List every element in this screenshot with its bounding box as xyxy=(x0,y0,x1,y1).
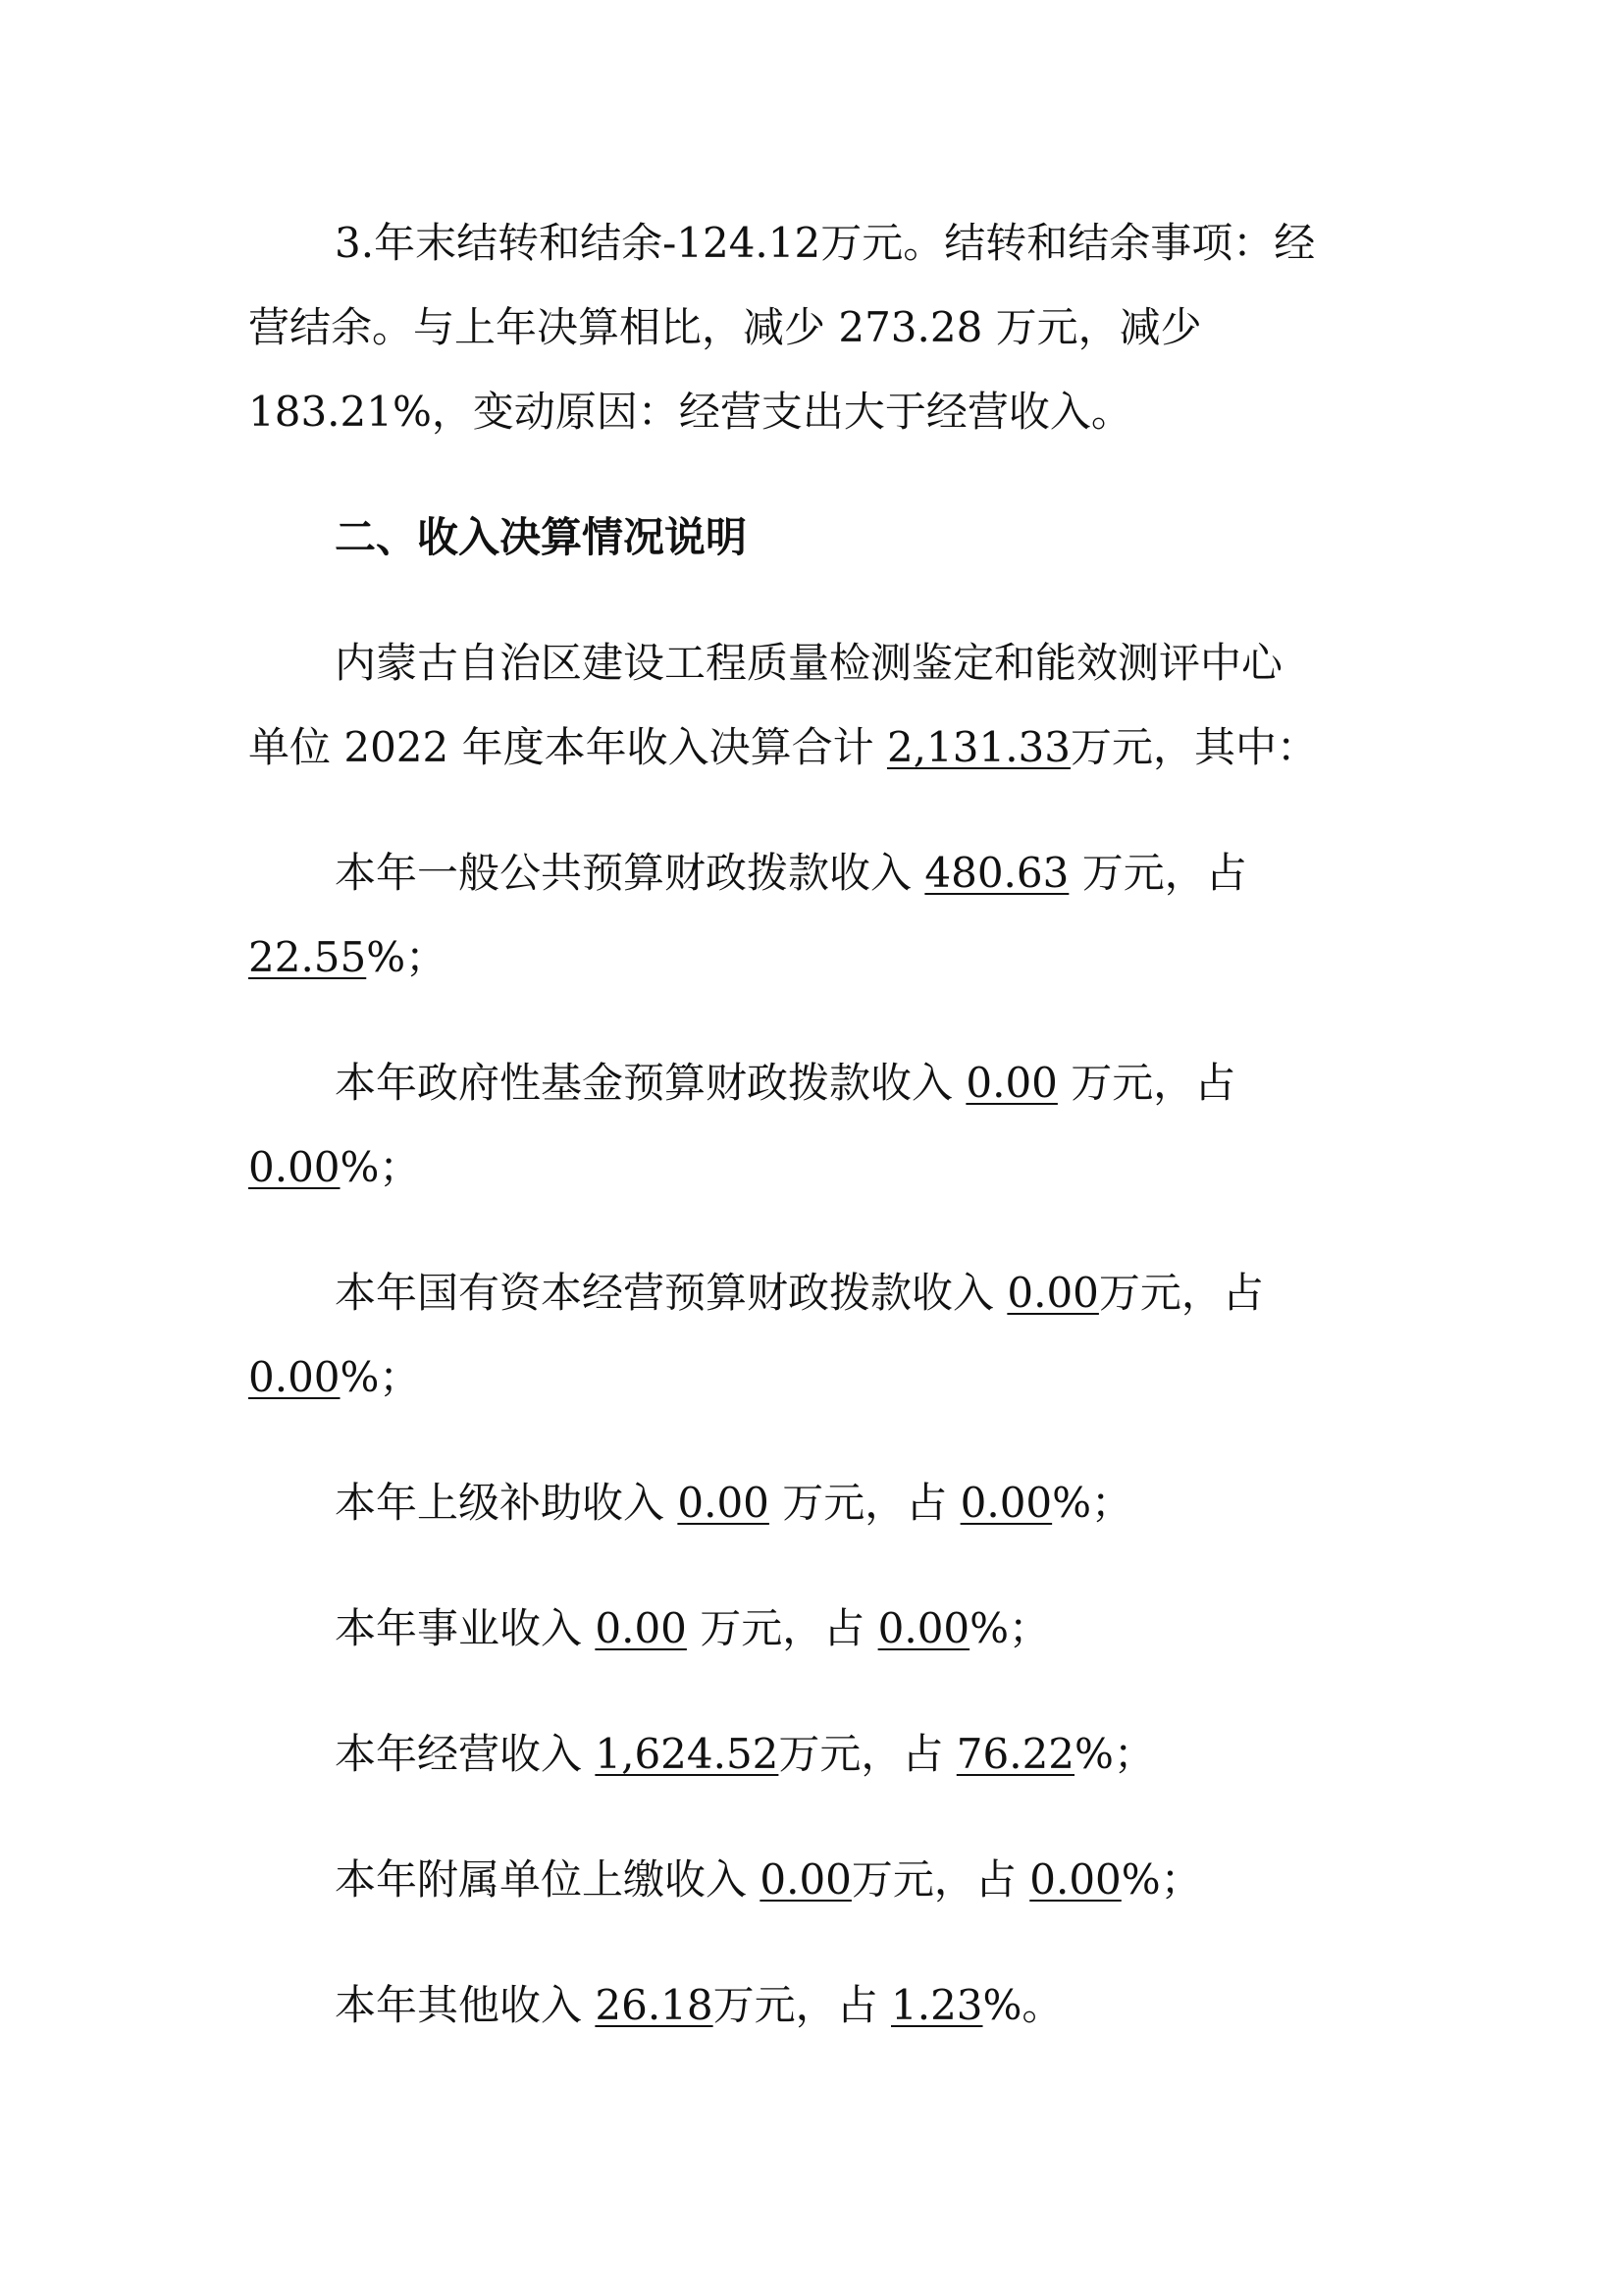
item-amount: 480.63 xyxy=(924,849,1070,897)
paragraph-carryover-line3 xyxy=(248,388,1387,436)
item-amount: 1,624.52 xyxy=(595,1730,779,1778)
item-unit: 万元，占 xyxy=(712,1981,878,2029)
income-item-business xyxy=(335,1604,1473,1652)
income-item-superior-subsidy xyxy=(335,1479,1473,1527)
paragraph-carryover-line2 xyxy=(248,303,1387,351)
item-prefix: 本年其他收入 xyxy=(335,1981,583,2029)
income-item-operating xyxy=(335,1730,1473,1778)
intro-suffix: 万元，其中： xyxy=(1070,723,1318,771)
carryover-text: 3.年末结转和结余-124.12万元。结转和结余事项：经 xyxy=(335,219,1316,267)
item-percent: 76.22 xyxy=(956,1730,1075,1778)
income-item-other xyxy=(335,1981,1473,2029)
item-end: %； xyxy=(1074,1730,1155,1778)
carryover-text: 营结余。与上年决算相比，减少 273.28 万元，减少 xyxy=(248,303,1202,351)
item-unit: 万元，占 xyxy=(851,1855,1017,1904)
item-percent: 22.55 xyxy=(248,933,367,981)
total-income-value: 2,131.33 xyxy=(886,723,1071,771)
item-prefix: 本年国有资本经营预算财政拨款收入 xyxy=(335,1269,995,1317)
item-end: %； xyxy=(366,933,447,981)
item-unit: 万元，占 xyxy=(782,1479,948,1527)
item-unit: 万元，占 xyxy=(778,1730,944,1778)
item-amount: 0.00 xyxy=(760,1855,852,1904)
item-prefix: 本年事业收入 xyxy=(335,1604,583,1652)
intro-prefix: 单位 2022 年度本年收入决算合计 xyxy=(248,723,874,771)
income-item-general-budget-percent-line xyxy=(248,933,1387,981)
income-item-gov-fund xyxy=(335,1059,1473,1107)
income-item-state-capital xyxy=(335,1269,1473,1317)
item-amount: 0.00 xyxy=(1007,1269,1099,1317)
item-prefix: 本年政府性基金预算财政拨款收入 xyxy=(335,1059,954,1107)
item-end: %。 xyxy=(982,1981,1064,2029)
item-prefix: 本年上级补助收入 xyxy=(335,1479,665,1527)
carryover-text: 183.21%，变动原因：经营支出大于经营收入。 xyxy=(248,388,1132,436)
item-unit: 万元，占 xyxy=(1071,1059,1236,1107)
item-amount: 0.00 xyxy=(677,1479,769,1527)
intro-text: 内蒙古自治区建设工程质量检测鉴定和能效测评中心 xyxy=(335,639,1283,687)
item-unit: 万元，占 xyxy=(700,1604,865,1652)
item-percent: 0.00 xyxy=(248,1143,341,1191)
income-item-gov-fund-percent-line xyxy=(248,1143,1387,1191)
item-end: %； xyxy=(340,1353,421,1401)
item-end: %； xyxy=(1052,1479,1133,1527)
item-prefix: 本年一般公共预算财政拨款收入 xyxy=(335,849,913,897)
section-heading-text: 二、收入决算情况说明 xyxy=(335,513,748,561)
intro-line1 xyxy=(335,639,1473,687)
item-amount: 0.00 xyxy=(966,1059,1058,1107)
item-unit: 万元，占 xyxy=(1081,849,1247,897)
item-prefix: 本年经营收入 xyxy=(335,1730,583,1778)
item-percent: 1.23 xyxy=(891,1981,983,2029)
item-end: %； xyxy=(1121,1855,1202,1904)
item-end: %； xyxy=(340,1143,421,1191)
paragraph-carryover-line1 xyxy=(335,219,1473,267)
item-percent: 0.00 xyxy=(877,1604,970,1652)
item-percent: 0.00 xyxy=(1029,1855,1122,1904)
item-unit: 万元，占 xyxy=(1098,1269,1264,1317)
intro-line2 xyxy=(248,723,1387,771)
item-amount: 26.18 xyxy=(595,1981,713,2029)
item-end: %； xyxy=(969,1604,1051,1652)
item-percent: 0.00 xyxy=(960,1479,1053,1527)
income-item-general-budget xyxy=(335,849,1473,897)
income-item-state-capital-percent-line xyxy=(248,1353,1387,1401)
item-percent: 0.00 xyxy=(248,1353,341,1401)
income-item-affiliated xyxy=(335,1855,1473,1904)
item-prefix: 本年附属单位上缴收入 xyxy=(335,1855,748,1904)
section-heading xyxy=(335,513,1473,561)
item-amount: 0.00 xyxy=(595,1604,687,1652)
